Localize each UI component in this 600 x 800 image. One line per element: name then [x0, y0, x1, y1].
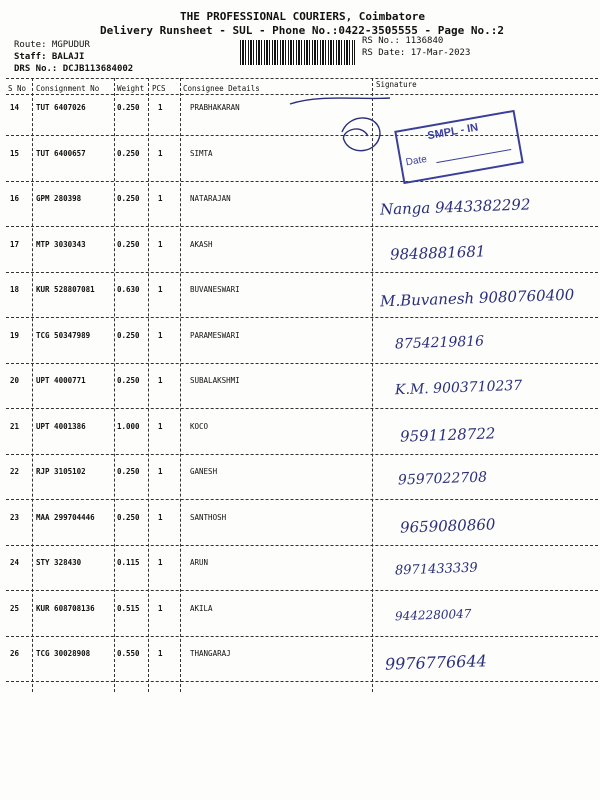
row-rule — [6, 363, 598, 364]
row-signature: Nanga 9443382292 — [379, 195, 531, 219]
row-pcs: 1 — [158, 376, 163, 385]
row-rule — [6, 272, 598, 273]
row-consignment: MAA 299704446 — [36, 513, 95, 522]
row-sno: 18 — [10, 285, 20, 294]
row-pcs: 1 — [158, 467, 163, 476]
row-sno: 20 — [10, 376, 20, 385]
col-consignment: Consignment No — [36, 84, 100, 93]
row-rule — [6, 317, 598, 318]
row-sno: 23 — [10, 513, 20, 522]
row-sno: 26 — [10, 649, 20, 658]
row-consignment: UPT 4001386 — [36, 422, 86, 431]
row-consignee: THANGARAJ — [190, 649, 231, 658]
row-signature: 8971433339 — [394, 560, 478, 579]
delivery-stamp — [394, 110, 524, 184]
row-signature: 9442280047 — [394, 606, 472, 624]
row-rule — [6, 499, 598, 500]
row-rule — [6, 590, 598, 591]
handwritten-signature — [280, 92, 400, 162]
col-divider — [372, 78, 373, 692]
row-consignment: TUT 6407026 — [36, 103, 86, 112]
row-consignee: PRABHAKARAN — [190, 103, 240, 112]
route-label: Route: MGPUDUR — [14, 40, 90, 50]
row-sno: 25 — [10, 604, 20, 613]
row-consignment: MTP 3030343 — [36, 240, 86, 249]
row-signature: 9976776644 — [384, 651, 488, 674]
rs-date: RS Date: 17-Mar-2023 — [362, 48, 471, 58]
row-signature: 9659080860 — [399, 515, 496, 537]
row-consignee: NATARAJAN — [190, 194, 231, 203]
row-weight: 0.115 — [117, 558, 140, 567]
staff-label: Staff: BALAJI — [14, 52, 85, 62]
col-divider — [180, 78, 181, 692]
row-consignee: AKILA — [190, 604, 213, 613]
row-weight: 0.250 — [117, 331, 140, 340]
row-consignment: UPT 4000771 — [36, 376, 86, 385]
row-weight: 1.000 — [117, 422, 140, 431]
row-consignee: BUVANESWARI — [190, 285, 240, 294]
row-rule — [6, 545, 598, 546]
col-sno: S No — [8, 84, 27, 93]
row-rule — [6, 226, 598, 227]
row-sno: 15 — [10, 149, 20, 158]
row-weight: 0.250 — [117, 376, 140, 385]
row-rule — [6, 408, 598, 409]
row-sno: 19 — [10, 331, 20, 340]
rs-number: RS No.: 1136840 — [362, 36, 444, 46]
row-consignee: ARUN — [190, 558, 209, 567]
row-consignment: STY 328430 — [36, 558, 82, 567]
row-consignment: KUR 528807081 — [36, 285, 95, 294]
row-pcs: 1 — [158, 331, 163, 340]
row-consignee: PARAMESWARI — [190, 331, 240, 340]
row-pcs: 1 — [158, 149, 163, 158]
row-rule — [6, 454, 598, 455]
row-pcs: 1 — [158, 103, 163, 112]
row-weight: 0.250 — [117, 194, 140, 203]
barcode — [240, 40, 355, 65]
row-weight: 0.550 — [117, 649, 140, 658]
company-title: THE PROFESSIONAL COURIERS, Coimbatore — [180, 10, 426, 23]
row-pcs: 1 — [158, 649, 163, 658]
stamp-date-label: Date — [405, 153, 428, 169]
col-divider — [32, 78, 33, 692]
row-pcs: 1 — [158, 240, 163, 249]
col-pcs: PCS — [152, 84, 166, 93]
row-consignee: SIMTA — [190, 149, 213, 158]
row-consignment: TUT 6400657 — [36, 149, 86, 158]
row-pcs: 1 — [158, 194, 163, 203]
row-consignment: GPM 280398 — [36, 194, 82, 203]
row-rule — [6, 636, 598, 637]
row-consignee: GANESH — [190, 467, 218, 476]
row-consignee: SANTHOSH — [190, 513, 227, 522]
row-signature: 8754219816 — [394, 333, 485, 353]
row-weight: 0.630 — [117, 285, 140, 294]
col-divider — [148, 78, 149, 692]
row-rule — [6, 681, 598, 682]
row-rule — [6, 181, 598, 182]
row-sno: 14 — [10, 103, 20, 112]
row-consignment: RJP 3105102 — [36, 467, 86, 476]
row-weight: 0.250 — [117, 103, 140, 112]
row-weight: 0.250 — [117, 513, 140, 522]
row-pcs: 1 — [158, 558, 163, 567]
row-signature: 9848881681 — [389, 242, 486, 264]
row-signature: 9597022708 — [397, 469, 488, 489]
row-sno: 22 — [10, 467, 20, 476]
row-consignee: AKASH — [190, 240, 213, 249]
col-signature: Signature — [376, 80, 417, 89]
row-weight: 0.250 — [117, 240, 140, 249]
row-signature: K.M. 9003710237 — [394, 377, 523, 399]
drs-number: DRS No.: DCJB113684002 — [14, 64, 134, 74]
row-pcs: 1 — [158, 604, 163, 613]
row-consignment: TCG 30028908 — [36, 649, 91, 658]
row-sno: 24 — [10, 558, 20, 567]
col-weight: Weight — [117, 84, 145, 93]
row-consignment: KUR 608708136 — [36, 604, 95, 613]
row-sno: 17 — [10, 240, 20, 249]
table-top-rule — [6, 78, 598, 79]
col-divider — [114, 78, 115, 692]
row-sno: 21 — [10, 422, 20, 431]
row-consignment: TCG 50347989 — [36, 331, 91, 340]
row-weight: 0.515 — [117, 604, 140, 613]
row-weight: 0.250 — [117, 149, 140, 158]
runsheet-subtitle: Delivery Runsheet - SUL - Phone No.:0422-3505555 - Page No.:2 — [100, 24, 504, 37]
stamp-date-line — [436, 149, 511, 163]
row-pcs: 1 — [158, 513, 163, 522]
row-signature: 9591128722 — [399, 424, 496, 446]
row-pcs: 1 — [158, 285, 163, 294]
stamp-title: SMPL - IN — [426, 121, 480, 143]
row-signature: M.Buvanesh 9080760400 — [379, 285, 575, 311]
row-pcs: 1 — [158, 422, 163, 431]
row-sno: 16 — [10, 194, 20, 203]
row-weight: 0.250 — [117, 467, 140, 476]
row-consignee: KOCO — [190, 422, 209, 431]
col-consignee: Consignee Details — [183, 84, 260, 93]
row-consignee: SUBALAKSHMI — [190, 376, 240, 385]
